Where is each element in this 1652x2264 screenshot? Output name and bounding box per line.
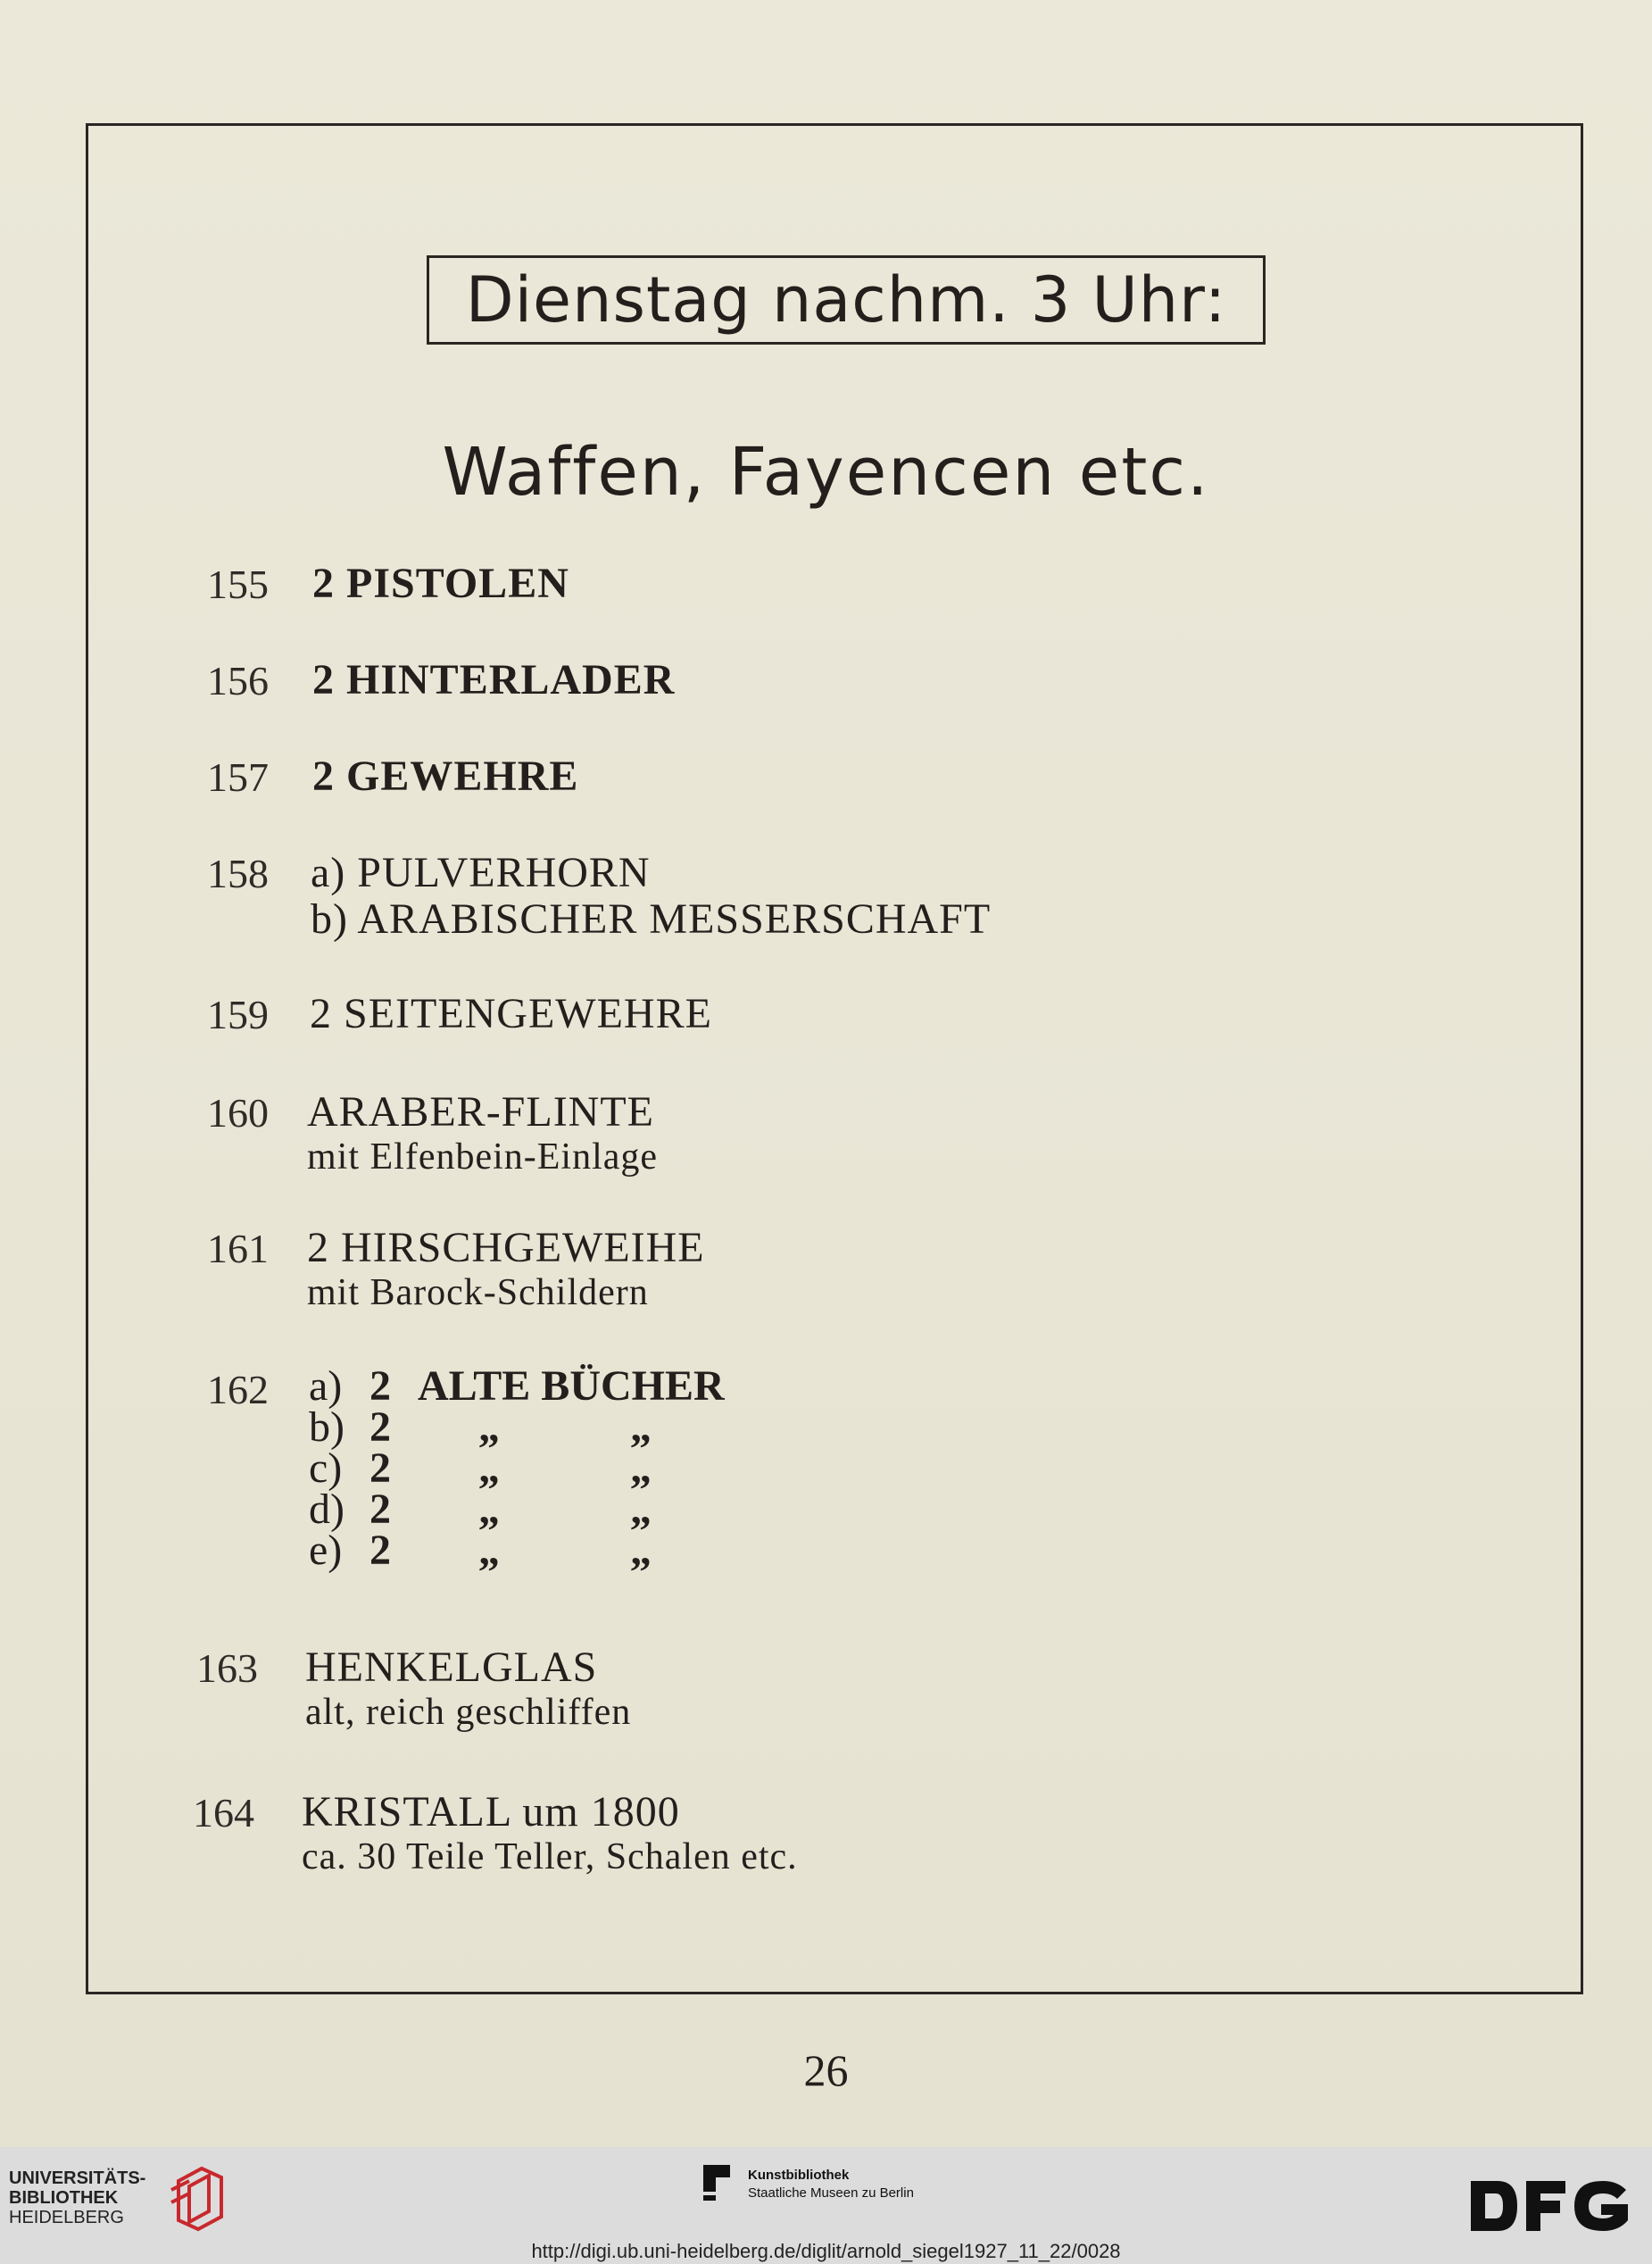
lot-description: alt, reich geschliffen <box>305 1692 632 1733</box>
source-url: http://digi.ub.uni-heidelberg.de/diglit/arnold_siegel1927_11_22/0028 <box>531 2240 1121 2262</box>
subitem-quantity: 2 <box>369 1444 391 1492</box>
lot-number: 155 <box>207 562 269 607</box>
lot-number: 161 <box>207 1226 269 1271</box>
subitem-label: b) <box>309 1403 345 1451</box>
lot-body <box>307 1089 1378 1178</box>
lot-subitem <box>309 1444 1380 1492</box>
subitem-quantity: 2 <box>369 1486 391 1533</box>
lot-number: 157 <box>207 754 269 800</box>
ditto-mark: „ <box>630 1486 652 1533</box>
lot-body <box>312 561 1383 607</box>
lot-title: KRISTALL um 1800 <box>302 1788 680 1835</box>
university-logo-icon <box>166 2163 228 2235</box>
subitem-quantity: 2 <box>369 1403 391 1451</box>
lot-number: 164 <box>193 1790 254 1835</box>
lot-number: 160 <box>207 1090 269 1136</box>
uni-line-2: BIBLIOTHEK <box>9 2188 119 2208</box>
session-heading <box>427 255 1266 345</box>
lot-title: 2 GEWEHRE <box>312 753 579 800</box>
subitem-text: ALTE BÜCHER <box>418 1362 725 1410</box>
lot-description: mit Barock-Schildern <box>307 1272 649 1313</box>
lot-number: 163 <box>196 1645 258 1691</box>
kunstbibliothek-name <box>748 2167 914 2202</box>
lot-subitem <box>309 1527 1380 1574</box>
lot-description: mit Elfenbein-Einlage <box>307 1136 659 1178</box>
lot-title: ARABER-FLINTE <box>307 1088 654 1136</box>
section-title: Waffen, Fayencen etc. <box>442 434 1210 511</box>
page-number: 26 <box>803 2045 849 2095</box>
lot-description: ca. 30 Teile Teller, Schalen etc. <box>302 1836 798 1877</box>
lot-subitem <box>309 1403 1380 1451</box>
lot-number: 156 <box>207 658 269 703</box>
uni-line-1: UNIVERSITÄTS- <box>9 2168 146 2188</box>
kunstbibliothek-logo-icon <box>703 2165 739 2204</box>
ditto-mark: „ <box>478 1403 500 1451</box>
lot-title: HENKELGLAS <box>305 1644 598 1691</box>
kb-line-2: Staatliche Museen zu Berlin <box>748 2185 914 2201</box>
lot-title: 2 PISTOLEN <box>312 560 569 607</box>
lot-body <box>310 991 1381 1037</box>
lot-body <box>312 657 1383 703</box>
lot-title: 2 HIRSCHGEWEIHE <box>307 1224 705 1271</box>
uni-line-3: HEIDELBERG <box>9 2208 124 2227</box>
ditto-mark: „ <box>478 1527 500 1574</box>
lot-number: 159 <box>207 992 269 1037</box>
lot-number: 162 <box>207 1367 269 1412</box>
lot-subitem <box>309 1486 1380 1533</box>
session-heading-text: Dienstag nachm. 3 Uhr: <box>465 263 1227 337</box>
lot-body <box>312 753 1383 800</box>
lot-body <box>302 1789 1373 1878</box>
lot-title: 2 HINTERLADER <box>312 656 676 703</box>
lot-line-a: a) PULVERHORN <box>311 849 651 896</box>
lot-body <box>309 1362 1380 1574</box>
lot-body <box>305 1644 1376 1734</box>
lot-title: 2 SEITENGEWEHRE <box>310 990 712 1037</box>
ditto-mark: „ <box>478 1444 500 1492</box>
ditto-mark: „ <box>630 1403 652 1451</box>
ditto-mark: „ <box>630 1527 652 1574</box>
lot-number: 158 <box>207 851 269 896</box>
lot-body <box>311 850 1382 943</box>
subitem-label: a) <box>309 1362 343 1410</box>
subitem-label: d) <box>309 1486 345 1533</box>
university-library-name <box>9 2168 145 2227</box>
lot-line-b: b) ARABISCHER MESSERSCHAFT <box>311 895 992 943</box>
kb-line-1: Kunstbibliothek <box>748 2168 850 2183</box>
subitem-quantity: 2 <box>369 1362 391 1410</box>
ditto-mark: „ <box>478 1486 500 1533</box>
subitem-label: e) <box>309 1527 343 1574</box>
ditto-mark: „ <box>630 1444 652 1492</box>
lot-body <box>307 1225 1378 1314</box>
digitization-footer <box>0 2147 1652 2264</box>
lot-subitem <box>309 1362 1380 1410</box>
dfg-logo-icon <box>1467 2177 1633 2235</box>
subitem-label: c) <box>309 1444 343 1492</box>
subitem-quantity: 2 <box>369 1527 391 1574</box>
